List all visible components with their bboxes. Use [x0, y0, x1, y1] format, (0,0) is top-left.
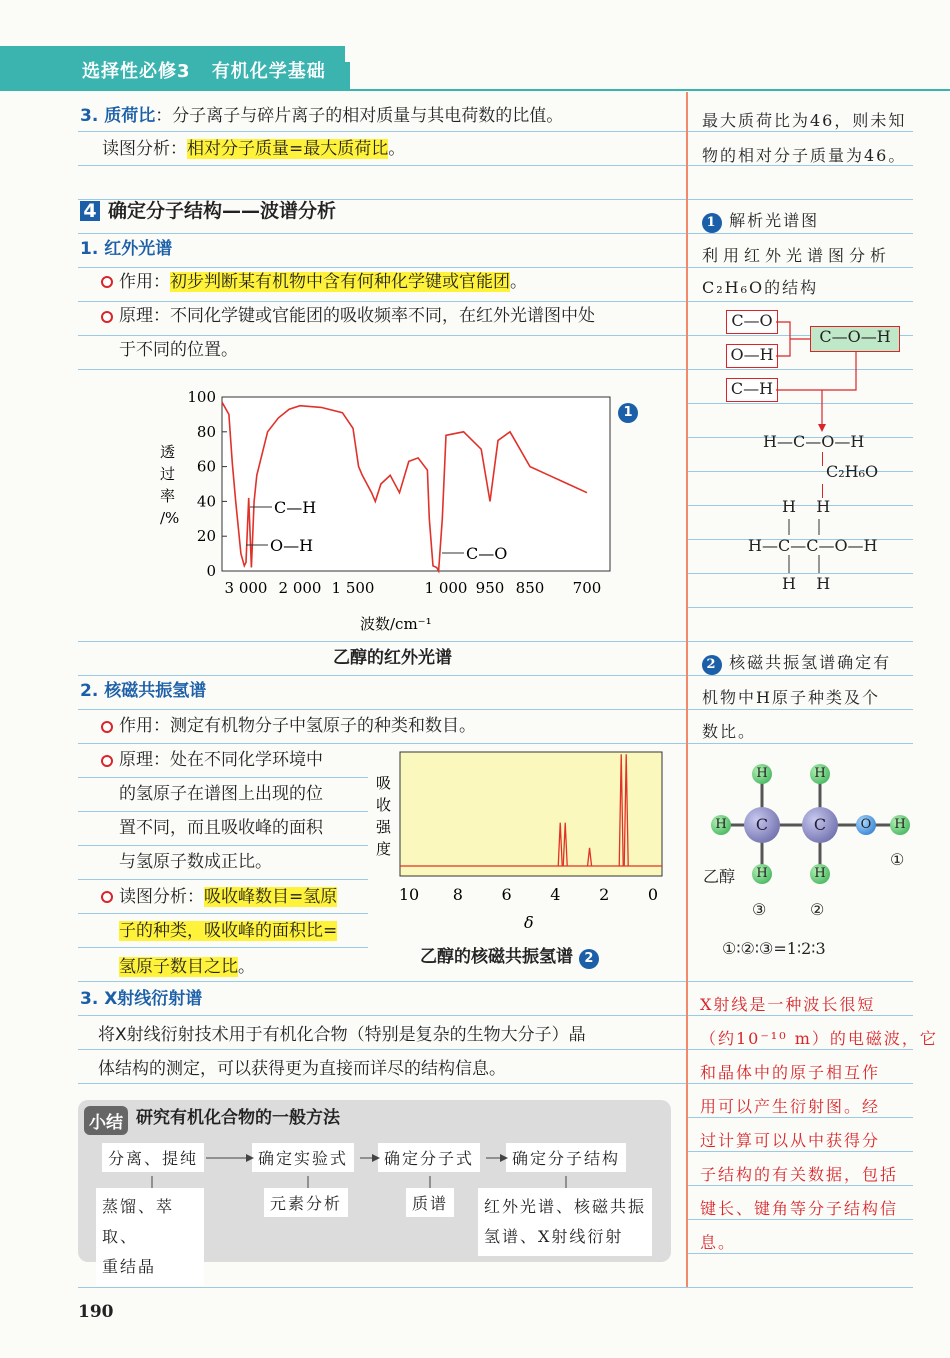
ir-principle-line1: 原理：不同化学键或官能团的吸收频率不同，在红外光谱图中处: [119, 306, 595, 326]
ir-chart: [150, 385, 630, 645]
side-ir-line2: 利用红外光谱图分析: [702, 246, 892, 265]
side-nmr-line3: 数比。: [702, 722, 757, 741]
nmr-ylabel-char: 强: [376, 818, 392, 836]
xray-line1: 将X射线衍射技术用于有机化合物（特别是复杂的生物大分子）晶: [98, 1025, 586, 1045]
summary-title: 研究有机化合物的一般方法: [136, 1108, 340, 1128]
ir-xlabel: 波数/cm⁻¹: [360, 615, 432, 633]
side-xray-6: 子结构的有关数据，包括: [700, 1165, 899, 1184]
bond-oh-box: O—H: [726, 344, 778, 368]
ir-ytick: 40: [196, 492, 216, 511]
section4-heading: 4 确定分子结构——波谱分析: [80, 201, 336, 221]
h-ratio: ①∶②∶③=1∶2∶3: [722, 939, 826, 958]
side-xray-2: （约10⁻¹⁰ m）的电磁波，它: [700, 1029, 938, 1048]
struct2-bonds: [780, 515, 830, 575]
step-structure: 确定分子结构: [506, 1143, 626, 1172]
struct2-bottom-h: H H: [782, 574, 831, 593]
header-tab: [340, 62, 350, 90]
nmr-ylabel-char: 度: [376, 840, 392, 858]
label-1: ①: [890, 850, 905, 869]
molecule-label: 乙醇: [703, 867, 736, 886]
h-atom: H: [810, 864, 830, 884]
ir-xtick: 2 000: [278, 579, 322, 597]
step-molecular: 确定分子式: [378, 1143, 480, 1172]
ir-use-line: 作用：初步判断某有机物中含有何种化学键或官能团。: [119, 272, 527, 292]
nmr-title: 2. 核磁共振氢谱: [80, 681, 207, 701]
bullet-icon: [101, 755, 113, 767]
struct2-top-h: H H: [782, 497, 831, 516]
label-2: ②: [810, 900, 825, 919]
bullet-icon: [101, 311, 113, 323]
bullet-icon: [101, 721, 113, 733]
side-mass-line1: 最大质荷比为46，则未知: [702, 111, 907, 130]
ir-principle-line2: 于不同的位置。: [119, 340, 238, 360]
side-nmr-line2: 机物中H原子种类及个: [702, 688, 880, 707]
side-xray-4: 用可以产生衍射图。经: [700, 1097, 881, 1116]
bond-co-box: C—O: [726, 310, 778, 334]
ir-ylabel-char: /%: [160, 509, 180, 527]
nmr-ylabel-char: 吸: [376, 774, 392, 792]
xray-title: 3. X射线衍射谱: [80, 989, 203, 1009]
margin-line: [686, 92, 688, 1287]
ir-ytick: 80: [196, 422, 216, 441]
method-ms: 质谱: [406, 1188, 454, 1217]
ir-xtick: 1 500: [331, 579, 375, 597]
nmr-xtick: 8: [452, 885, 463, 904]
nmr-xtick: 0: [647, 885, 659, 904]
nmr-use: 作用：测定有机物分子中氢原子的种类和数目。: [119, 716, 476, 736]
h-atom: H: [752, 864, 772, 884]
nmr-read-3: 氢原子数目之比。: [119, 957, 255, 977]
side-ir-line1: 1 解析光谱图: [702, 208, 819, 233]
ir-caption: 乙醇的红外光谱: [333, 648, 452, 668]
method-separation: 蒸馏、萃取、 重结晶: [96, 1188, 204, 1286]
side-nmr-line1: 2 核磁共振氢谱确定有: [702, 650, 891, 675]
ir-ylabel-char: 过: [160, 465, 176, 483]
ir-ytick: 100: [187, 388, 216, 406]
side-xray-3: 和晶体中的原子相互作: [700, 1063, 881, 1082]
summary-badge: 小结: [84, 1106, 128, 1135]
ir-annotation: C—O: [466, 544, 508, 563]
nmr-caption: 乙醇的核磁共振氢谱 2: [420, 947, 599, 969]
method-elemental: 元素分析: [264, 1188, 348, 1217]
nmr-read-1: 读图分析：吸收峰数目=氢原: [119, 887, 338, 907]
ir-title: 1. 红外光谱: [80, 239, 173, 259]
bullet-icon: [101, 276, 113, 288]
label-3: ③: [752, 900, 767, 919]
h-atom: H: [810, 764, 830, 784]
h-atom: H: [711, 815, 731, 835]
side-xray-8: 息。: [700, 1233, 737, 1252]
nmr-xtick: 6: [501, 885, 512, 904]
h-atom: H: [890, 815, 910, 835]
ir-xtick: 1 000: [424, 579, 468, 597]
ir-xtick: 850: [515, 579, 545, 597]
nmr-principle-3: 置不同，而且吸收峰的面积: [119, 818, 323, 838]
c-atom: C: [744, 807, 780, 843]
struct1: H—C—O—H: [763, 432, 865, 451]
ir-ylabel: [160, 443, 179, 527]
method-spectra: 红外光谱、核磁共振 氢谱、X射线衍射: [478, 1188, 652, 1256]
side-xray-7: 键长、键角等分子结构信: [700, 1199, 899, 1218]
ir-xtick: 3 000: [224, 579, 268, 597]
page-number: 190: [78, 1302, 114, 1322]
struct2: H—C—C—O—H: [748, 536, 878, 555]
header-title: 选择性必修3 有机化学基础: [82, 61, 326, 82]
nmr-read-2: 子的种类，吸收峰的面积比=: [119, 921, 338, 941]
side-xray-1: X射线是一种波长很短: [700, 995, 876, 1014]
side-xray-5: 过计算可以从中获得分: [700, 1131, 881, 1150]
formula: C₂H₆O: [826, 462, 879, 481]
ir-xtick: 950: [475, 579, 505, 597]
o-atom: O: [856, 815, 876, 835]
side-mass-line2: 物的相对分子质量为46。: [702, 146, 907, 165]
nmr-ylabel-char: 收: [376, 796, 392, 814]
nmr-principle-2: 的氢原子在谱图上出现的位: [119, 784, 323, 804]
nmr-ylabel: [376, 774, 392, 858]
side-ir-line3: C₂H₆O的结构: [702, 278, 819, 297]
nmr-principle-1: 原理：处在不同化学环境中: [119, 750, 323, 770]
ir-ylabel-char: 率: [160, 487, 176, 505]
ir-ylabel-char: 透: [160, 443, 176, 461]
mass-ratio-line: 3. 质荷比：分子离子与碎片离子的相对质量与其电荷数的比值。: [80, 106, 564, 126]
xray-line2: 体结构的测定，可以获得更为直接而详尽的结构信息。: [98, 1059, 506, 1079]
ir-annotation: C—H: [274, 498, 317, 517]
nmr-xtick: 2: [599, 885, 610, 904]
c-atom: C: [802, 807, 838, 843]
nmr-principle-4: 与氢原子数成正比。: [119, 852, 272, 872]
ir-ytick: 0: [206, 562, 216, 580]
bond-connectors: [776, 318, 866, 433]
nmr-xtick: 4: [550, 885, 561, 904]
ir-marker: 1: [618, 401, 638, 423]
bullet-icon: [101, 891, 113, 903]
ir-annotation: O—H: [270, 536, 314, 555]
nmr-xlabel: δ: [524, 913, 534, 932]
ir-ytick: 60: [196, 457, 216, 476]
h-atom: H: [752, 764, 772, 784]
bond-ch-box: C—H: [726, 378, 778, 402]
nmr-chart: [372, 748, 672, 938]
header-rule: [0, 89, 950, 91]
step-empirical: 确定实验式: [252, 1143, 354, 1172]
mass-read-line: 读图分析：相对分子质量=最大质荷比。: [102, 139, 406, 159]
ir-ytick: 20: [196, 527, 216, 546]
step-separate: 分离、提纯: [102, 1143, 204, 1172]
combined-box: C—O—H: [810, 326, 900, 352]
nmr-xtick: 10: [398, 885, 420, 904]
ir-xtick: 700: [572, 579, 602, 597]
